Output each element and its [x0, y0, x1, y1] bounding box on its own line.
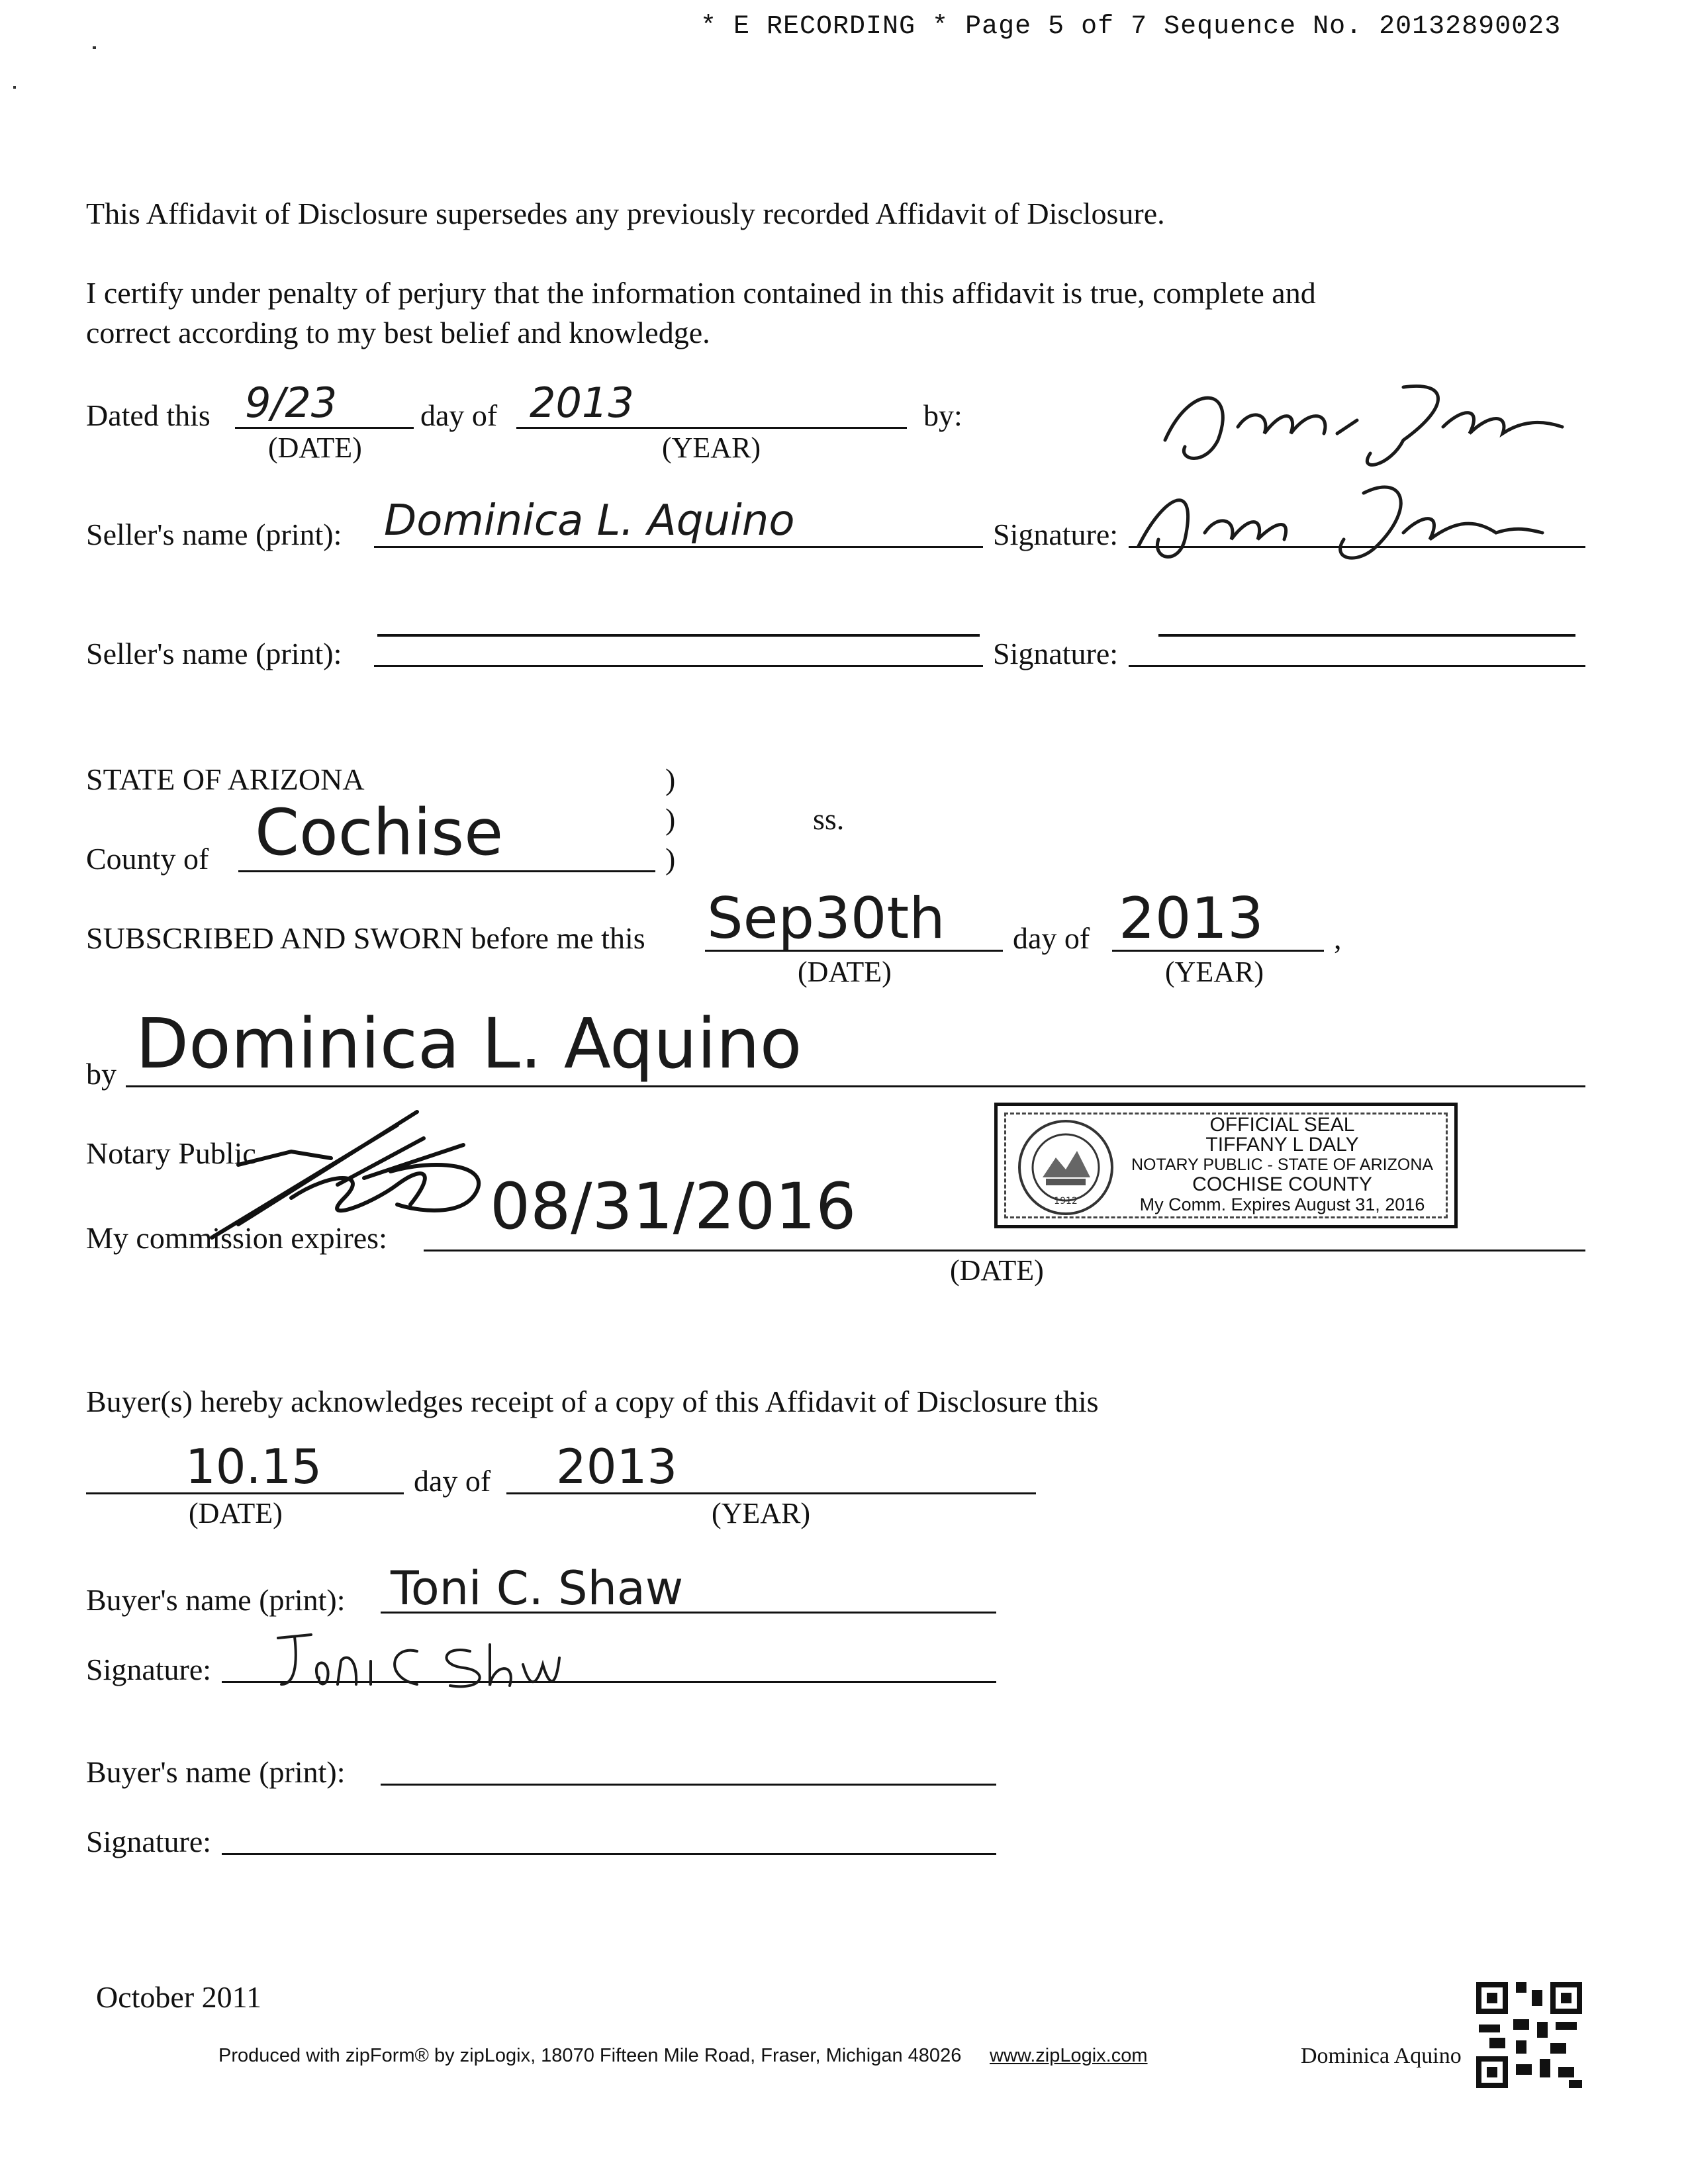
buyer-year-caption: (YEAR) — [712, 1497, 811, 1529]
buyer-acknowledge-statement: Buyer(s) hereby acknowledges receipt of a copy of this Affidavit of Disclosure this — [86, 1385, 1099, 1418]
paren-1: ) — [665, 762, 676, 796]
commission-value: 08/31/2016 — [490, 1169, 857, 1244]
paren-3: ) — [665, 842, 676, 876]
produced-with: Produced with zipForm® by zipLogix, 18070 Fifteen Mile Road, Fraser, Michigan 48026 — [218, 2045, 962, 2066]
commission-line — [424, 1250, 1585, 1251]
svg-text:1912: 1912 — [1054, 1196, 1078, 1206]
buyer-signature-label: Signature: — [86, 1653, 212, 1686]
day-of-label: day of — [420, 398, 498, 432]
certify-statement-line2: correct according to my best belief and knowledge. — [86, 316, 710, 349]
buyer-day-of-label: day of — [414, 1464, 491, 1498]
form-date: October 2011 — [96, 1980, 261, 2014]
notary-year-caption: (YEAR) — [1165, 956, 1264, 988]
seller-year-line — [516, 427, 907, 429]
seller2-name-label: Seller's name (print): — [86, 637, 342, 670]
dated-this-label: Dated this — [86, 398, 211, 432]
commission-label: My commission expires: — [86, 1221, 387, 1255]
ss-label: ss. — [813, 802, 845, 836]
buyer2-signature-label: Signature: — [86, 1825, 212, 1858]
seller-name-label: Seller's name (print): — [86, 518, 342, 551]
buyer-date-caption: (DATE) — [189, 1497, 283, 1529]
by-signer-value: Dominica L. Aquino — [136, 1003, 802, 1084]
scan-speck — [93, 46, 96, 49]
buyer2-name-line — [381, 1784, 996, 1786]
buyer-signature-scribble — [271, 1625, 563, 1698]
certify-statement-line1: I certify under penalty of perjury that the information contained in this affidavit is true, complete and — [86, 276, 1316, 310]
buyer-name-value: Toni C. Shaw — [391, 1561, 684, 1615]
supersedes-statement: This Affidavit of Disclosure supersedes any previously recorded Affidavit of Disclosure. — [86, 197, 1165, 230]
seller-name-value: Dominica L. Aquino — [384, 496, 795, 545]
state-label: STATE OF ARIZONA — [86, 762, 365, 796]
subscribed-label: SUBSCRIBED AND SWORN before me this — [86, 921, 645, 955]
seller-name-line — [374, 546, 983, 548]
notary-year-value: 2013 — [1119, 886, 1264, 952]
seller-date-caption: (DATE) — [268, 432, 362, 464]
seller2-stray-line — [377, 634, 980, 637]
seller-signature-scribble — [1125, 467, 1549, 572]
seller2-name-line — [374, 665, 983, 667]
seller2-signature-line — [1129, 665, 1585, 667]
footer-name: Dominica Aquino — [1301, 2044, 1462, 2068]
buyer2-name-label: Buyer's name (print): — [86, 1755, 346, 1789]
seal-line4: COCHISE COUNTY — [1192, 1173, 1372, 1195]
notary-seal-stamp — [994, 1103, 1458, 1228]
recording-header: * E RECORDING * Page 5 of 7 Sequence No. 20132890023 — [700, 12, 1562, 42]
qr-code — [1476, 1982, 1582, 2088]
seal-line1: OFFICIAL SEAL — [1209, 1114, 1355, 1136]
paren-2: ) — [665, 802, 676, 836]
notary-date-caption: (DATE) — [798, 956, 892, 988]
by-signer-label: by — [86, 1057, 117, 1091]
county-value: Cochise — [255, 796, 504, 870]
buyer-year-value: 2013 — [556, 1439, 678, 1494]
ziplogix-link[interactable]: www.zipLogix.com — [990, 2045, 1148, 2066]
notary-comma: , — [1334, 921, 1342, 955]
commission-caption: (DATE) — [950, 1254, 1044, 1287]
seal-line5: My Comm. Expires August 31, 2016 — [1139, 1195, 1425, 1214]
notary-day-of-label: day of — [1013, 921, 1090, 955]
seller-date-value: 9/23 — [245, 379, 338, 427]
buyer-date-value: 10.15 — [185, 1439, 322, 1494]
by-label: by: — [923, 398, 962, 432]
county-of-label: County of — [86, 842, 209, 876]
seal-line2: TIFFANY L DALY — [1205, 1134, 1359, 1156]
seller2-signature-stray-line — [1158, 634, 1575, 637]
notary-public-label: Notary Public — [86, 1136, 256, 1170]
seller-year-value: 2013 — [530, 379, 634, 427]
seal-text — [1123, 1115, 1441, 1214]
scan-speck — [13, 86, 16, 89]
buyer2-signature-line — [222, 1853, 996, 1855]
buyer-name-label: Buyer's name (print): — [86, 1583, 346, 1617]
seller2-signature-label: Signature: — [993, 637, 1119, 670]
seller-signature-label: Signature: — [993, 518, 1119, 551]
seal-line3: NOTARY PUBLIC - STATE OF ARIZONA — [1131, 1156, 1434, 1174]
seller-date-line — [235, 427, 414, 429]
arizona-state-seal — [1016, 1118, 1115, 1217]
county-line — [238, 870, 655, 872]
seller-signature-scribble-top — [1139, 367, 1575, 480]
notary-date-value: Sep30th — [707, 886, 945, 952]
seller-year-caption: (YEAR) — [662, 432, 761, 464]
by-signer-line — [126, 1085, 1585, 1087]
